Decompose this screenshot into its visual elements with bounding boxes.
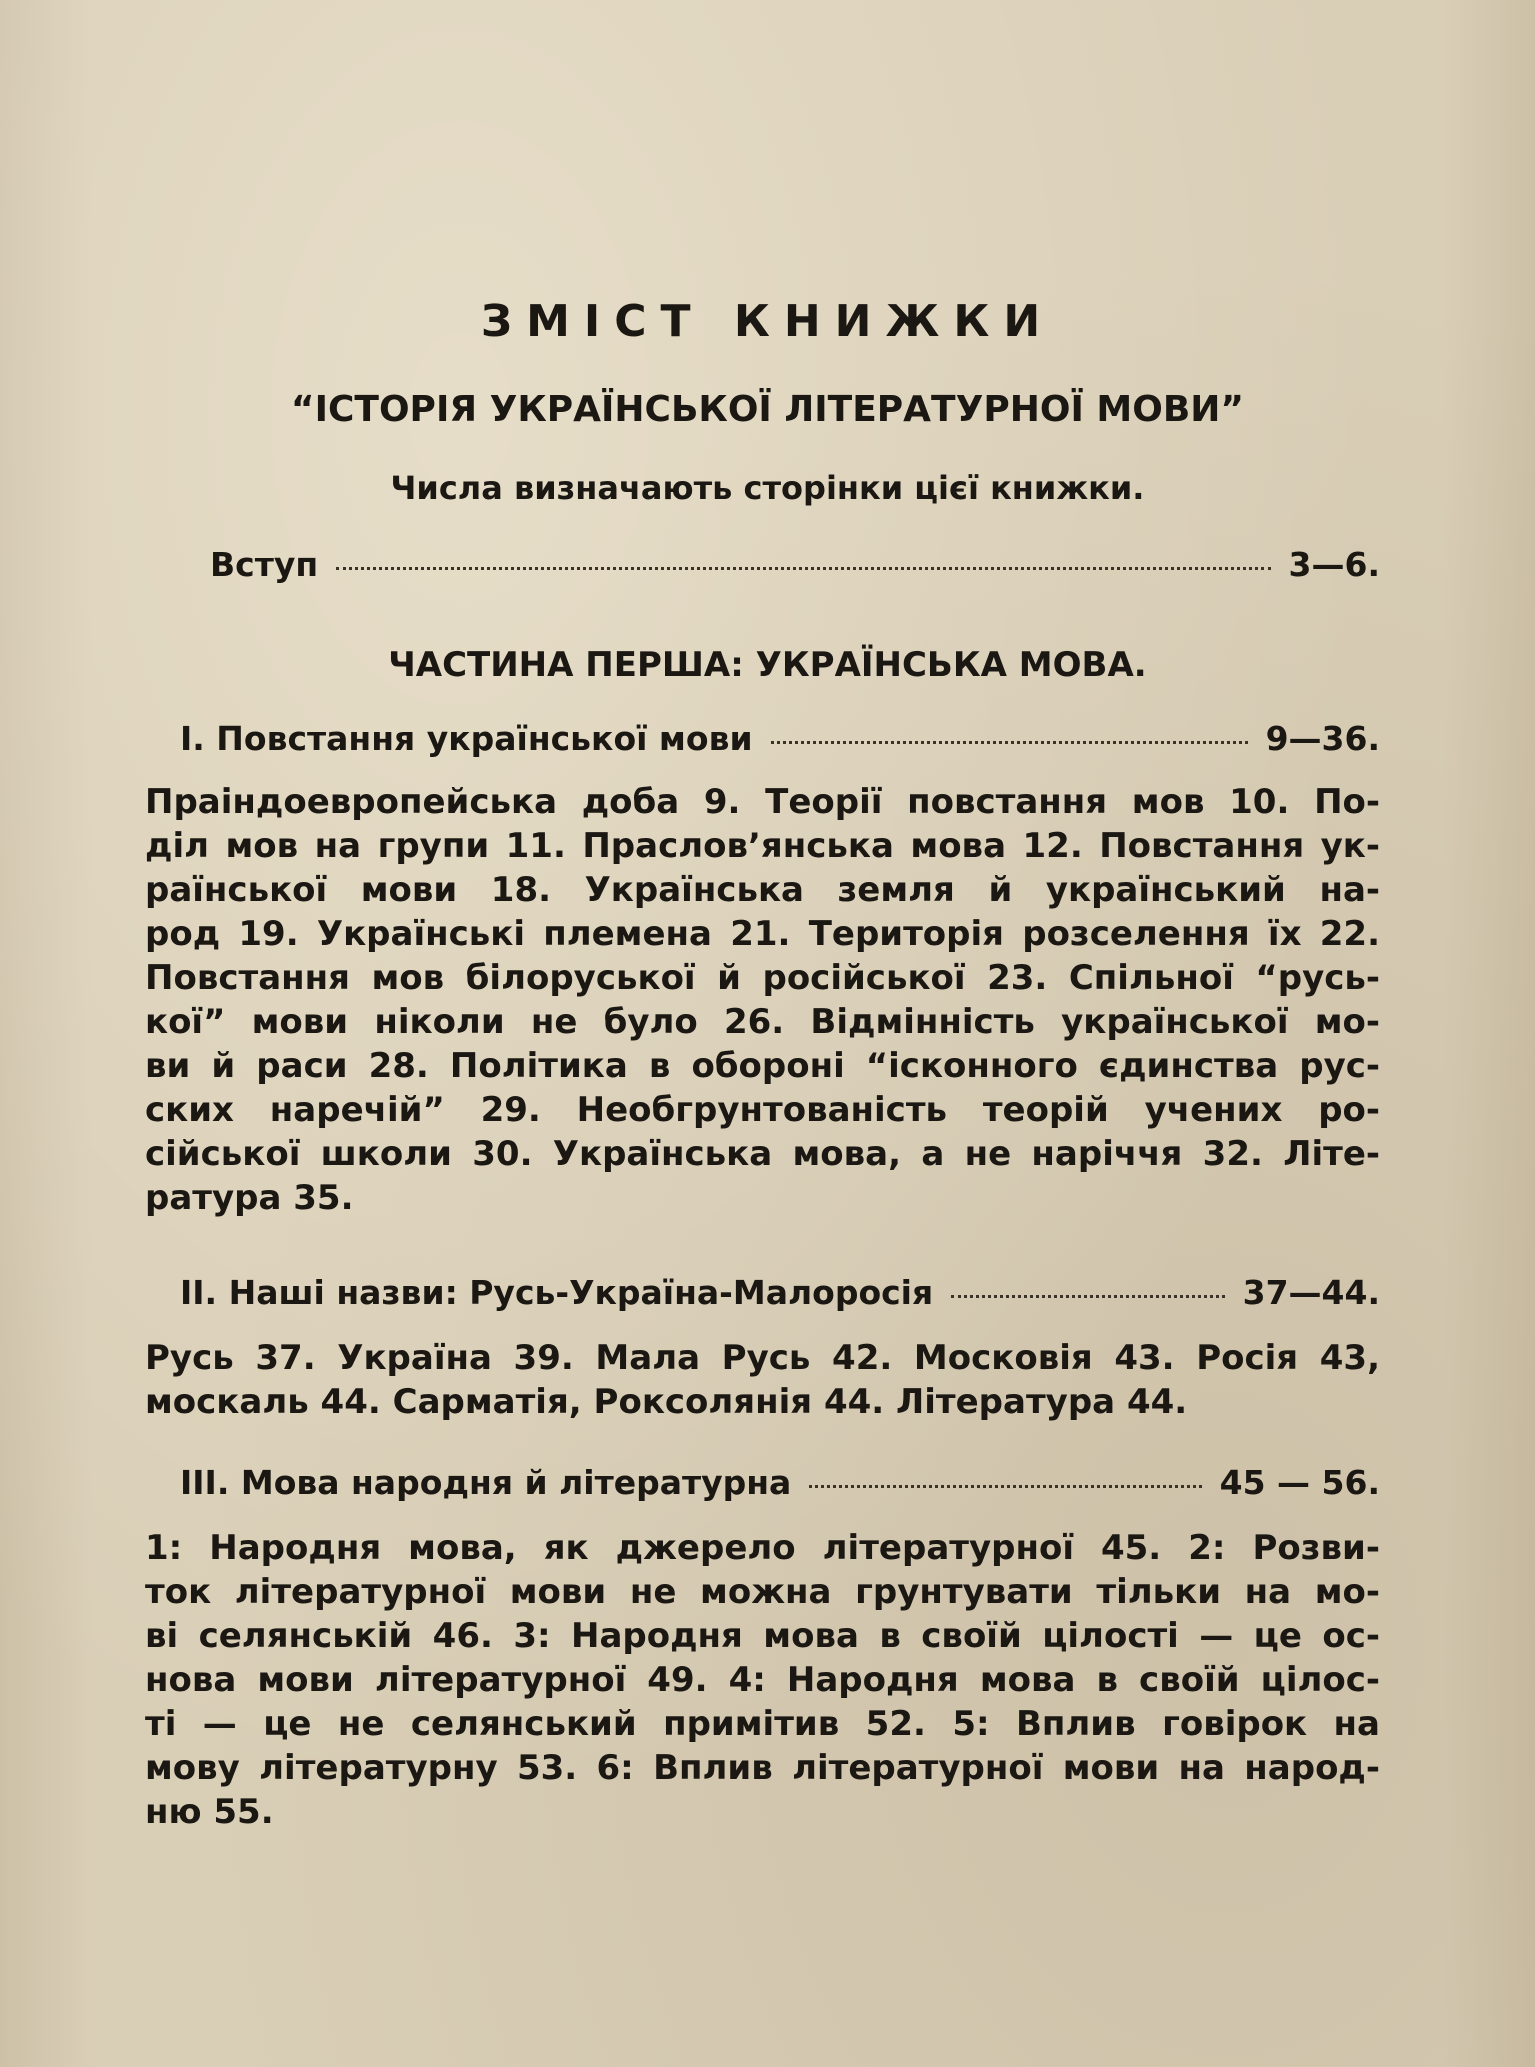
text-line: ню 55. [145, 1792, 274, 1832]
chapter-pages: 9—36. [1265, 719, 1380, 758]
toc-entry-chapter-2 [180, 1273, 1380, 1312]
chapter-heading: І. Повстання української мови [180, 719, 753, 758]
text-line: ских наречій” 29. Необгрунтованість теорій учених ро- [145, 1090, 1380, 1130]
page-title: ЗМІСТ КНИЖКИ [480, 296, 1055, 347]
chapter-pages: 45 — 56. [1219, 1463, 1380, 1502]
text-line: Русь 37. Україна 39. Мала Русь 42. Московія 43. Росія 43, [145, 1338, 1380, 1378]
text-line: род 19. Українські племена 21. Територія розселення їх 22. [145, 914, 1380, 954]
chapter-3-contents [145, 1526, 1380, 1834]
text-line: мову літературну 53. 6: Вплив літературної мови на народ- [145, 1748, 1380, 1788]
dot-leader [951, 1295, 1224, 1298]
text-line: москаль 44. Сарматія, Роксолянія 44. Література 44. [145, 1382, 1188, 1422]
chapter-1-contents [145, 780, 1380, 1220]
chapter-2-contents [145, 1336, 1380, 1424]
text-line: ток літературної мови не можна грунтувати тільки на мо- [145, 1572, 1380, 1612]
text-line: ратура 35. [145, 1178, 354, 1218]
text-line: Праіндоевропейська доба 9. Теорії повстання мов 10. По- [145, 782, 1380, 822]
text-line: діл мов на групи 11. Праслов’янська мова 12. Повстання ук- [145, 826, 1380, 866]
toc-entry-chapter-3 [180, 1463, 1380, 1502]
page-numbers-note: Числа визначають сторінки цієї книжки. [390, 469, 1145, 507]
toc-entry-chapter-1 [180, 719, 1380, 758]
dot-leader [809, 1485, 1201, 1488]
toc-entry-pages: 3—6. [1288, 545, 1380, 584]
text-line: ті — це не селянський примітив 52. 5: Вплив говірок на [145, 1704, 1380, 1744]
toc-entry-intro [210, 545, 1380, 584]
dot-leader [771, 741, 1248, 744]
chapter-heading: ІІ. Наші назви: Русь-Україна-Малоросія [180, 1273, 934, 1312]
text-line: 1: Народня мова, як джерело літературної 45. 2: Розви- [145, 1528, 1380, 1568]
chapter-heading: ІІІ. Мова народня й літературна [180, 1463, 792, 1502]
toc-entry-label: Вступ [210, 545, 319, 584]
text-line: Повстання мов білоруської й російської 23. Спільної “русь- [145, 958, 1380, 998]
part-heading: ЧАСТИНА ПЕРША: УКРАЇНСЬКА МОВА. [388, 645, 1147, 685]
text-line: кої” мови ніколи не було 26. Відмінність української мо- [145, 1002, 1380, 1042]
dot-leader [336, 567, 1270, 570]
text-line: ві селянській 46. 3: Народня мова в своїй цілості — це ос- [145, 1616, 1380, 1656]
chapter-pages: 37—44. [1242, 1273, 1380, 1312]
book-title: “ІСТОРІЯ УКРАЇНСЬКОЇ ЛІТЕРАТУРНОЇ МОВИ” [290, 389, 1245, 430]
text-line: нова мови літературної 49. 4: Народня мова в своїй цілос- [145, 1660, 1380, 1700]
text-line: раїнської мови 18. Українська земля й український на- [145, 870, 1380, 910]
text-line: ви й раси 28. Політика в обороні “ісконного єдинства рус- [145, 1046, 1380, 1086]
text-line: сійської школи 30. Українська мова, а не наріччя 32. Літе- [145, 1134, 1380, 1174]
